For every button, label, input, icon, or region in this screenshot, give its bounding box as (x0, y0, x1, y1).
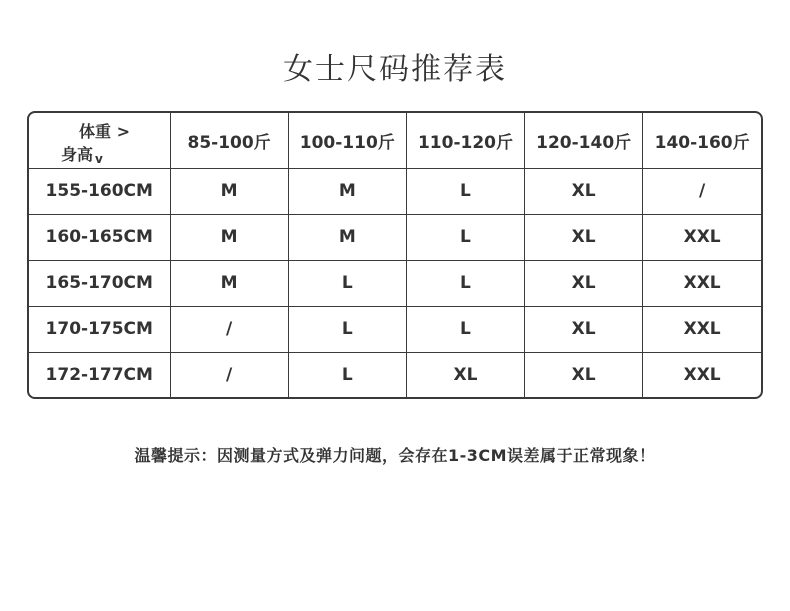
size-cell: XL (525, 352, 643, 398)
weight-header-cell: 110-120斤 (406, 113, 524, 168)
size-cell: M (288, 214, 406, 260)
size-cell: M (170, 214, 288, 260)
size-cell: XXL (643, 306, 761, 352)
height-axis-text: 身高 (61, 144, 94, 164)
size-cell: L (288, 260, 406, 306)
size-cell: L (406, 214, 524, 260)
header-row (29, 113, 761, 168)
size-cell: XL (525, 260, 643, 306)
size-cell: L (406, 260, 524, 306)
size-table (29, 113, 761, 398)
size-cell: L (288, 352, 406, 398)
down-arrow-icon: v (95, 151, 103, 166)
size-cell: / (643, 168, 761, 214)
weight-header-cell: 120-140斤 (525, 113, 643, 168)
size-cell: XXL (643, 214, 761, 260)
weight-header-cell: 100-110斤 (288, 113, 406, 168)
size-cell: M (170, 260, 288, 306)
table-row (29, 352, 761, 398)
height-axis-label (61, 142, 103, 166)
weight-header-cell: 85-100斤 (170, 113, 288, 168)
size-cell: XL (406, 352, 524, 398)
size-cell: M (170, 168, 288, 214)
height-cell: 160-165CM (29, 214, 170, 260)
table-row (29, 306, 761, 352)
corner-header-cell (29, 113, 170, 168)
size-cell: XXL (643, 260, 761, 306)
size-cell: XL (525, 168, 643, 214)
size-cell: L (406, 306, 524, 352)
height-cell: 165-170CM (29, 260, 170, 306)
size-cell: M (288, 168, 406, 214)
page-title: 女士尺码推荐表 (283, 52, 507, 87)
measurement-note: 温馨提示：因测量方式及弹力问题，会存在1-3CM误差属于正常现象！ (134, 446, 656, 465)
table-row (29, 214, 761, 260)
height-cell: 170-175CM (29, 306, 170, 352)
height-cell: 155-160CM (29, 168, 170, 214)
weight-header-cell: 140-160斤 (643, 113, 761, 168)
height-cell: 172-177CM (29, 352, 170, 398)
table-row (29, 168, 761, 214)
size-cell: XL (525, 214, 643, 260)
size-chart-table (27, 111, 763, 399)
size-cell: / (170, 306, 288, 352)
size-cell: XXL (643, 352, 761, 398)
size-cell: XL (525, 306, 643, 352)
size-cell: L (288, 306, 406, 352)
size-cell: L (406, 168, 524, 214)
weight-axis-label: 体重 > (79, 121, 130, 141)
size-cell: / (170, 352, 288, 398)
table-row (29, 260, 761, 306)
